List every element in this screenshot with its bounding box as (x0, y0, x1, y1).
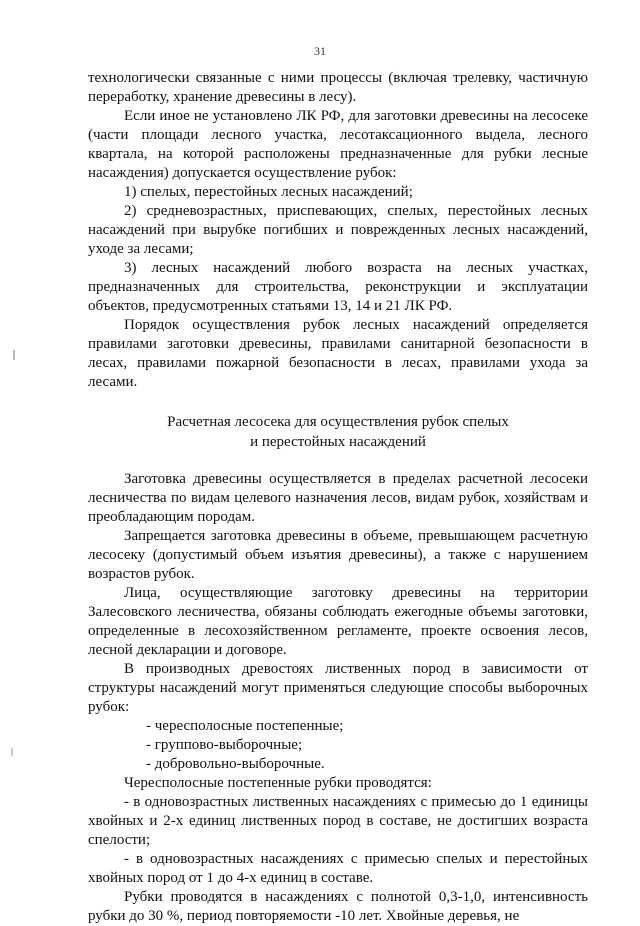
scan-artifact (13, 350, 15, 360)
paragraph: Запрещается заготовка древесины в объеме, превышающем расчетную лесосеку (допустимый объем изъятия древесины), а также с нарушением возрастов рубок. (88, 528, 588, 582)
paragraph: Чересполосные постепенные рубки проводятся: (124, 775, 432, 791)
list-item: - чересполосные постепенные; (146, 718, 344, 734)
section-heading (88, 412, 588, 452)
list-item: - в одновозрастных насаждениях с примесью спелых и перестойных хвойных пород от 1 до 4-х единиц в составе. (88, 851, 588, 886)
list-item: 3) лесных насаждений любого возраста на лесных участках, предназначенных для строительства, реконструкции и эксплуатации объектов, предусмотренных статьями 13, 14 и 21 ЛК РФ. (88, 260, 588, 314)
paragraph: В производных древостоях лиственных пород в зависимости от структуры насаждений могут применяться следующие способы выборочных рубок: (88, 661, 588, 715)
paragraph: Лица, осуществляющие заготовку древесины на территории Залесовского лесничества, обязаны соблюдать ежегодные объемы заготовки, определенные в лесохозяйственном регламенте, проекте освоения лесов, лесной декларации и договоре. (88, 585, 588, 658)
paragraph: Рубки проводятся в насаждениях с полнотой 0,3-1,0, интенсивность рубки до 30 %, период повторяемости -10 лет. Хвойные деревья, не (88, 889, 588, 924)
paragraph: Заготовка древесины осуществляется в пределах расчетной лесосеки лесничества по видам целевого назначения лесов, видам рубок, хозяйствам и преобладающим породам. (88, 471, 588, 525)
page-number: 31 (314, 44, 326, 58)
paragraph: Если иное не установлено ЛК РФ, для заготовки древесины на лесосеке (части площади лесного участка, лесотаксационного выдела, лесного квартала, на которой расположены предназначенные для рубки лесные насаждения) допускается осуществление рубок: (88, 108, 588, 181)
scan-artifact (11, 748, 13, 756)
list-item: - в одновозрастных лиственных насаждениях с примесью до 1 единицы хвойных и 2-х единиц лиственных пород в составе, не достигших возраста спелости; (88, 794, 588, 848)
list-item: - добровольно-выборочные. (146, 756, 325, 772)
list-item: - группово-выборочные; (146, 737, 303, 753)
list-item: 1) спелых, перестойных лесных насаждений; (124, 184, 413, 200)
section-heading-line: и перестойных насаждений (250, 434, 426, 450)
document-body (88, 69, 588, 926)
paragraph: Порядок осуществления рубок лесных насаждений определяется правилами заготовки древесины, правилами санитарной безопасности в лесах, правилами пожарной безопасности в лесах, правилами ухода за лесами. (88, 317, 588, 390)
section-body (88, 470, 588, 926)
section-heading-line: Расчетная лесосека для осуществления рубок спелых (167, 414, 509, 430)
paragraph: технологически связанные с ними процессы (включая трелевку, частичную переработку, хранение древесины в лесу). (88, 70, 588, 105)
list-item: 2) средневозрастных, приспевающих, спелых, перестойных лесных насаждений при вырубке погибших и поврежденных лесных насаждений, уходе за лесами; (88, 203, 588, 257)
